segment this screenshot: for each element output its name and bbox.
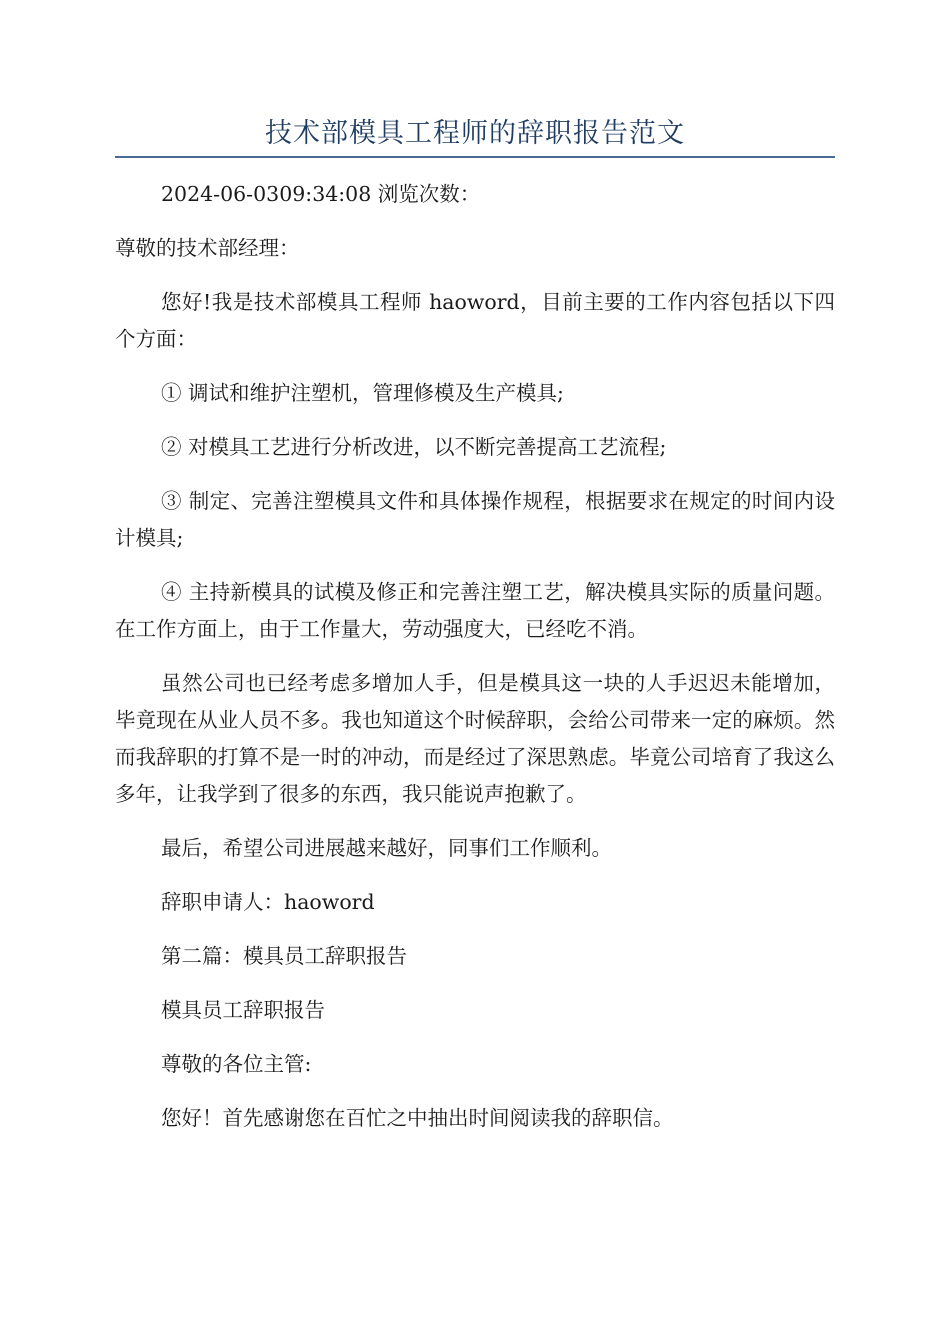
paragraph: 最后，希望公司进展越来越好，同事们工作顺利。 (161, 836, 612, 860)
paragraph: ① 调试和维护注塑机，管理修模及生产模具; (161, 381, 564, 405)
paragraph: ④ 主持新模具的试模及修正和完善注塑工艺，解决模具实际的质量问题。在工作方面上，由于工作量大，劳动强度大，已经吃不消。 (115, 580, 835, 641)
signature-line: 辞职申请人：haoword (161, 890, 375, 914)
meta-line: 2024-06-0309:34:08 浏览次数： (161, 182, 481, 206)
paragraph: 虽然公司也已经考虑多增加人手，但是模具这一块的人手迟迟未能增加，毕竟现在从业人员不多。我也知道这个时候辞职，会给公司带来一定的麻烦。然而我辞职的打算不是一时的冲动，而是经过了深思熟虑。毕竟公司培育了我这么多年，让我学到了很多的东西，我只能说声抱歉了。 (115, 671, 835, 806)
paragraph: 您好！首先感谢您在百忙之中抽出时间阅读我的辞职信。 (161, 1106, 674, 1130)
paragraph: ③ 制定、完善注塑模具文件和具体操作规程，根据要求在规定的时间内设计模具; (115, 489, 835, 550)
paragraph: 您好!我是技术部模具工程师 haoword，目前主要的工作内容包括以下四个方面： (115, 290, 835, 351)
salutation: 尊敬的技术部经理： (115, 236, 300, 260)
document-body (115, 176, 835, 1154)
salutation-2: 尊敬的各位主管: (161, 1052, 312, 1076)
section-heading: 第二篇：模具员工辞职报告 (161, 944, 407, 968)
paragraph: ② 对模具工艺进行分析改进，以不断完善提高工艺流程; (161, 435, 667, 459)
section-subtitle: 模具员工辞职报告 (161, 998, 325, 1022)
document-title: 技术部模具工程师的辞职报告范文 (115, 112, 835, 158)
